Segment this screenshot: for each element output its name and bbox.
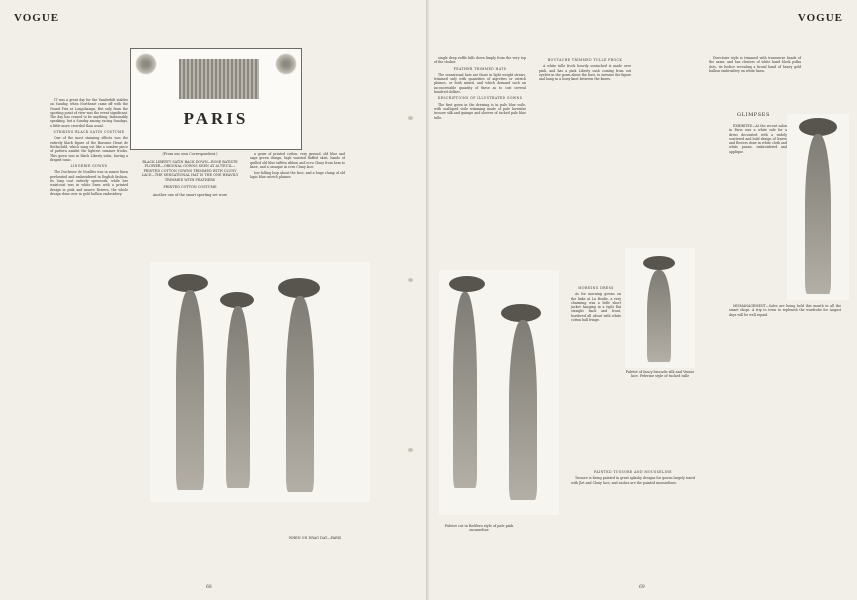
- subhead-block: BLACK LIBERTY SATIN BACK DOWN—ROSE BATISTE FLOWER—ORIGINAL GOWNS SEEN AT AUTEUIL—PRINTED COTTON GOWNS TRIMMED WITH CLUNY LACE—THE SENSATIONAL HAT IS THE ONE HEAVILY TRIMMED WITH FEATHERS: [141, 159, 239, 182]
- binding-hole: [408, 448, 413, 452]
- correspondent-block: [140, 152, 240, 197]
- left-page: [0, 0, 428, 600]
- paragraph: single deep ruffle falls down limply from the very top of the choker.: [434, 56, 526, 65]
- correspondent-line: (From our own Correspondent.): [162, 152, 218, 156]
- paragraph: The first gown in the drawing is in pale blue voile, with scalloped voile trimming made of pale lavender tussore silk and guimpe and sleeves of tucked pale blue tulle.: [434, 102, 526, 120]
- heading-lingerie: LINGERIE GOWNS: [70, 164, 108, 169]
- woman-figure: [226, 306, 250, 488]
- fashion-illustration-drag-day: [150, 262, 370, 502]
- page-number-right: 69: [639, 585, 645, 590]
- heading-illustrated: DESCRIPTIONS OF ILLUSTRATED GOWNS: [437, 96, 523, 101]
- hat-icon: [449, 276, 485, 292]
- paragraph: MISMANAGEMENT—Sales are being held this month in all the smart shops. A trip to town to replenish the wardrobe for August days will be well repaid.: [729, 304, 841, 317]
- heading-striking: STRIKING BLACK SATIN COSTUME: [53, 130, 125, 135]
- heading-feather-hats: FEATHER TRIMMED HATS: [453, 66, 507, 71]
- hat-icon: [643, 256, 675, 270]
- paragraph: The sensational hats are those in light weight straws, trimmed only with quantities of aigrettes or ostrich plumes, or both mixed, and which demand such an inconceivable quantity of these as to cost several hundred dollars.: [434, 72, 526, 95]
- woman-figure: [647, 270, 671, 362]
- paragraph: Directoire style is trimmed with transverse bands of the same, and has clusters of white hand block polka dots, its bodice revealing a broad band of heavy gold bullion embroidery on white linen.: [709, 56, 801, 73]
- opera-building-image: [179, 59, 259, 99]
- heading-tussore: PAINTED TUSSORE AND MOUSSELINE: [593, 470, 673, 474]
- page-number-left: 68: [206, 585, 212, 590]
- glimpses-heading: GLIMPSES: [737, 112, 771, 118]
- masthead-left: VOGUE: [14, 12, 60, 24]
- subhead-printed-cotton: PRINTED COTTON COSTUME: [163, 185, 217, 189]
- left-column-1: [50, 98, 128, 198]
- correspondent-lead: Another one of the smart sporting set wore: [152, 192, 228, 197]
- woman-figure: [453, 292, 477, 488]
- floral-ornament-icon: [275, 53, 297, 75]
- illustration-caption: WHEN ON DRAG DAY—PARIS: [288, 536, 342, 540]
- paragraph: The Duchesse de Noailles was in masse linen perforated and embroidered in English fashion, its long coat entirely openwork, while her waistcoat was in white linen with a printed design in pink and mauve flowers, the whole design done over in gold bullion embroidery.: [50, 170, 128, 196]
- right-column-3: [709, 56, 801, 75]
- illustration-caption: Paletot of fancy brocade silk and Venise lace. Pelerine style of tucked tulle: [625, 370, 695, 378]
- woman-figure: [509, 320, 537, 500]
- woman-figure: [286, 296, 314, 492]
- paragraph: A white tulle frock heavily soutached is made over pink, and has a pink Liberty sash coming from out eyelets in the gown about the bust, to entwine the figure and hang in a loosy knot between the knees.: [539, 64, 631, 82]
- fashion-illustration-figure: [787, 114, 849, 300]
- paragraph: As for morning gowns on the links at La Boulie, a very charming was a little short jacket hanging in a tight flat straight back and front, bordered all about with white cotton ball fringe.: [571, 292, 621, 323]
- opening-paragraph: IT was a great day for the Vanderbilt stables on Sunday, when Northeast came off with the Grand Prix at Longchamps. But only from the sporting point of view was the event significant. The day has ceased to be anything, fashionably speaking, but a Sunday among racing Sundays, a little more crowded than usual.: [50, 98, 128, 128]
- heading-tulle: BOUTACHE TRIMMED TULLE FROCK: [547, 58, 623, 62]
- right-column-3-glimpses: [729, 124, 787, 156]
- paris-banner: [130, 48, 302, 150]
- heading-morning: MORNING DRESS: [578, 286, 614, 290]
- woman-figure: [176, 290, 204, 490]
- illustration-caption: Paletot cut in Redfern style of pale pink mousseline: [444, 524, 514, 532]
- paragraph: EXHIBITED—At the recent salon in Paris was a white sale for a dress decorated with a widely scattered and bold design of leaves and flowers done in white cloth and white panne, embroidered and applique.: [729, 124, 787, 154]
- fashion-illustration-gowns: [439, 270, 559, 515]
- hat-icon: [278, 278, 320, 298]
- paragraph: a gown of printed cotton, very ground, old blue and sage green design, high waisted fluffed skirt, bands of quilled old blue taffeta ribbon and ecru Cluny from hem to knee, and a casaque in ecru Cluny lace.: [250, 152, 345, 169]
- paragraph: Tussore is being painted in great splashy designs for gowns largely toned with Jlet and Cluny lace, and sashes are the painted mousselines.: [571, 476, 695, 485]
- left-column-2: [250, 152, 345, 182]
- right-column-1: [434, 56, 526, 122]
- banner-title: PARIS: [183, 109, 249, 128]
- paragraph: One of the most stunning effects was the entirely black figure of the Baronne Henri de Rothschild, which sang out like a sombre piece of pattern amidst the lightest summer frocks. This gown was in black Liberty satin, having a draped tunic.: [50, 136, 128, 162]
- floral-ornament-icon: [135, 53, 157, 75]
- binding-hole: [408, 116, 413, 120]
- right-column-2-lower: [571, 284, 621, 324]
- paragraph: low falling loop about the face, and a huge clump of old lapis blue ostrich plumes.: [250, 171, 345, 180]
- woman-figure: [805, 134, 831, 294]
- right-column-2: [539, 56, 631, 83]
- masthead-right: VOGUE: [797, 12, 843, 24]
- right-column-3-lower: [729, 304, 841, 319]
- fashion-illustration-paletot: [625, 248, 695, 368]
- right-column-2-bottom: [571, 468, 695, 487]
- right-page: [429, 0, 857, 600]
- binding-hole: [408, 278, 413, 282]
